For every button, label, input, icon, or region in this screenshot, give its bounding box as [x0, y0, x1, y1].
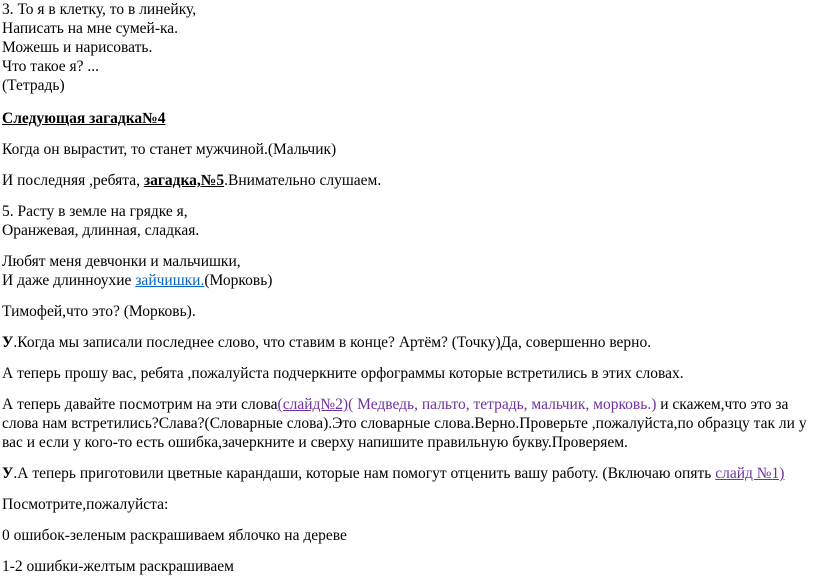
riddle-4-text: Когда он вырастит, то станет мужчиной.(Мальчик)	[2, 141, 337, 158]
teacher-para-2	[2, 464, 808, 483]
slide-2-after: и скажем,что это за	[656, 396, 789, 413]
bunnies-link[interactable]: зайчишки.	[135, 272, 205, 289]
zero-errors-rule: 0 ошибок-зеленым раскрашиваем яблочко на дереве	[2, 527, 347, 544]
riddle-5-line-2: Оранжевая, длинная, сладкая.	[2, 222, 200, 239]
look-please: Посмотрите,пожалуйста:	[2, 496, 169, 513]
underline-instruction: А теперь прошу вас, ребята ,пожалуйста подчеркните орфограммы которые встретились в этих словах.	[2, 365, 684, 382]
timofey-question: Тимофей,что это? (Морковь).	[2, 303, 196, 320]
riddle-5-line-4-after: (Морковь)	[204, 272, 273, 289]
riddle-4-heading: Следующая загадка№4	[2, 110, 166, 127]
riddle-5-intro	[2, 171, 808, 190]
riddle-3-line-1: 3. То я в клетку, то в линейку,	[2, 1, 197, 18]
riddle-3	[2, 0, 808, 95]
slide-1-link[interactable]: слайд №1)	[715, 465, 785, 482]
riddle-3-line-4: Что такое я? ...	[2, 58, 100, 75]
teacher-prefix-2: У	[2, 465, 14, 482]
riddle-3-line-3: Можешь и нарисовать.	[2, 39, 153, 56]
teacher-prefix-1: У	[2, 334, 14, 351]
teacher-para-1-text: .Когда мы записали последнее слово, что ставим в конце? Артём? (Точку)Да, совершенно верно.	[13, 334, 652, 351]
vocabulary-words: ( Медведь, пальто, тетрадь, мальчик, морковь.)	[348, 396, 657, 413]
teacher-para-2-text: .А теперь приготовили цветные карандаши, которые нам помогут отценить вашу работу. (Включаю опять	[13, 465, 716, 482]
riddle-5-intro-before: И последняя ,ребята,	[2, 172, 144, 189]
riddle-5-line-4-before: И даже длинноухие	[2, 272, 136, 289]
riddle-3-line-2: Написать на мне сумей-ка.	[2, 20, 179, 37]
riddle-5-line-1: 5. Расту в земле на грядке я,	[2, 203, 188, 220]
teacher-para-1	[2, 333, 808, 352]
riddle-5-line-4	[2, 271, 808, 290]
riddle-5	[2, 202, 808, 290]
one-two-errors-rule: 1-2 ошибки-желтым раскрашиваем	[2, 558, 234, 575]
riddle-5-intro-after: .Внимательно слушаем.	[224, 172, 382, 189]
slide-2-link[interactable]: (слайд№2)	[277, 396, 349, 413]
riddle-3-answer: (Тетрадь)	[2, 77, 65, 94]
slide-2-before: А теперь давайте посмотрим на эти слова	[2, 396, 278, 413]
slide-2-line-3: вас и если у кого-то есть ошибка,зачеркните и сверху напишите правильную букву.Проверяем.	[2, 434, 628, 451]
riddle-5-line-3: Любят меня девчонки и мальчишки,	[2, 253, 241, 270]
slide-2-line-1	[2, 395, 808, 414]
slide-2-line-2: слова нам встретились?Слава?(Словарные слова).Это словарные слова.Верно.Проверьте ,пожалуйста,по образцу так ли у	[2, 415, 807, 432]
riddle-5-intro-bold: загадка,№5	[143, 172, 225, 189]
slide-2-paragraph	[2, 395, 808, 452]
